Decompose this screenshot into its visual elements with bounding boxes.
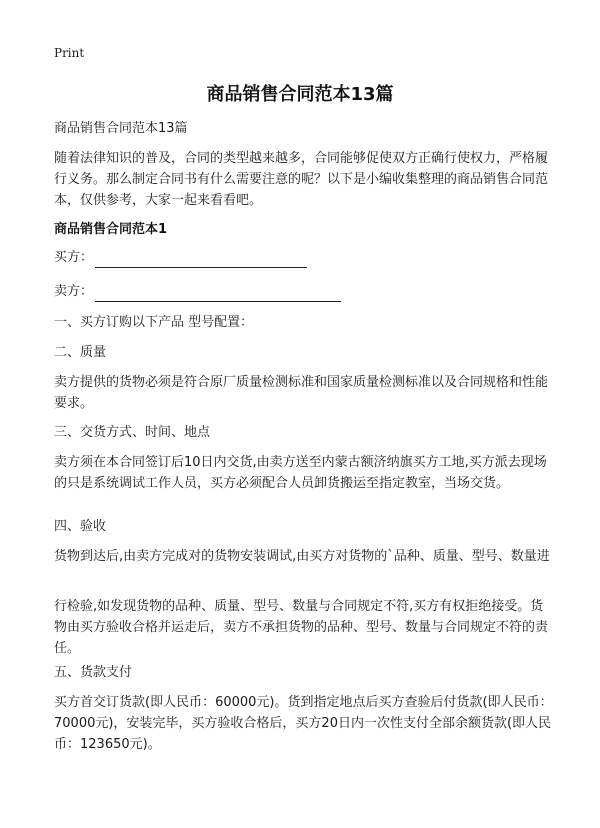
clause-5-text: 买方首交订货款(即人民币：60000元)。货到指定地点后买方查验后付货款(即人民币：70000元)，安装完毕，买方验收合格后，买方20日内一次性支付全部余额货款(即人民币：123650元)。 [54,695,553,752]
clause-2-text: 卖方提供的货物必须是符合原厂质量检测标准和国家质量检测标准以及合同规格和性能要求。 [54,375,549,411]
clause-3-heading: 三、交货方式、时间、地点 [54,425,211,440]
seller-label: 卖方： [54,284,94,299]
buyer-label: 买方： [54,250,94,265]
intro-paragraph: 随着法律知识的普及，合同的类型越来越多，合同能够促使双方正确行使权力，严格履行义务。那么制定合同书有什么需要注意的呢？以下是小编收集整理的商品销售合同范本，仅供参考，大家一起来看看吧。 [54,151,549,208]
contract-heading: 商品销售合同范本1 [54,222,168,237]
page-title: 商品销售合同范本13篇 [206,84,394,105]
buyer-blank-line [95,253,307,268]
clause-1: 一、买方订购以下产品 型号配置： [54,315,254,330]
clause-2-heading: 二、质量 [54,345,107,360]
clause-4-heading: 四、验收 [54,519,107,534]
clause-5-heading: 五、货款支付 [54,665,133,680]
print-link[interactable]: Print [54,46,85,60]
clause-4-text-a: 货物到达后,由卖方完成对的货物安装调试,由买方对货物的`品种、质量、型号、数量进 [54,549,550,564]
clause-4-text-b: 行检验,如发现货物的品种、质量、型号、数量与合同规定不符,买方有权拒绝接受。货物由买方验收合格并运走后，卖方不承担货物的品种、型号、数量与合同规定不符的责任。 [54,599,549,656]
buyer-row [54,248,307,268]
clause-3-text: 卖方须在本合同签订后10日内交货,由卖方送至内蒙古额济纳旗买方工地,买方派去现场的只是系统调试工作人员，买方必须配合人员卸货搬运至指定教室，当场交货。 [54,455,547,491]
seller-blank-line [95,287,341,302]
seller-row [54,282,341,302]
intro-subtitle: 商品销售合同范本13篇 [54,121,188,136]
